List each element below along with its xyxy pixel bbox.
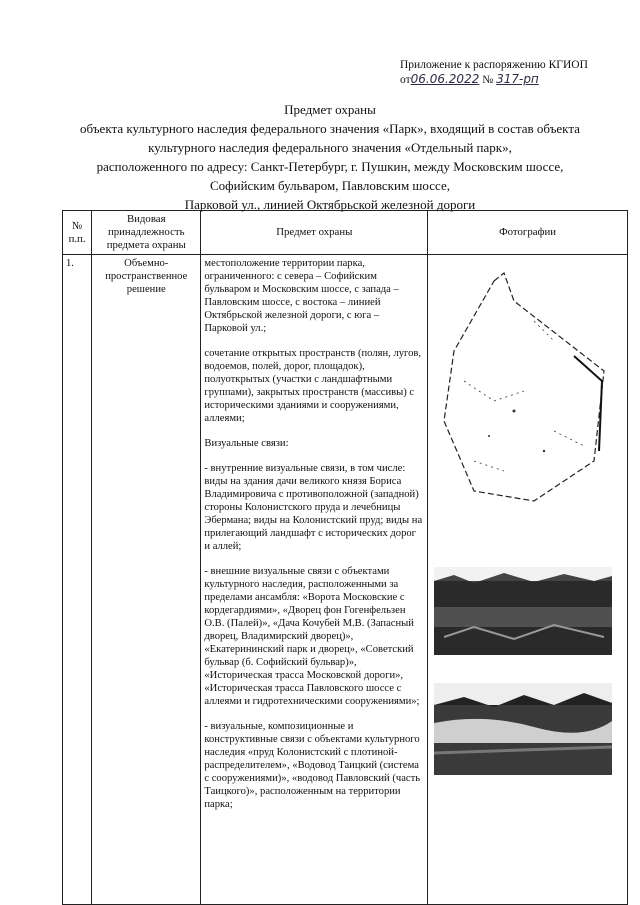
table-row bbox=[63, 255, 628, 905]
protection-table bbox=[62, 210, 628, 905]
row-kind: Объемно-пространственное решение bbox=[92, 255, 201, 905]
title-line: объекта культурного наследия федерального значения «Парк», входящий в состав объекта bbox=[80, 121, 580, 136]
title-line: Софийским бульваром, Павловским шоссе, bbox=[210, 178, 450, 193]
number-label: № bbox=[482, 74, 494, 86]
table-header-row bbox=[63, 211, 628, 255]
appendix-line: Приложение к распоряжению КГИОП bbox=[400, 59, 588, 71]
subject-paragraph: - внутренние визуальные связи, в том числе: виды на здания дачи великого князя Бориса Владимировича с противоположной (западной) стороны Колонистского пруда и лечебницы Эбермана; виды на Колонистский пруд; виды на прилегающий ландшафт с исторических дорог и аллей; bbox=[204, 463, 423, 552]
from-label: от bbox=[400, 74, 411, 86]
appendix-number: 317-рп bbox=[496, 72, 539, 86]
subject-paragraph: Визуальные связи: bbox=[204, 438, 289, 449]
title-line: Предмет охраны bbox=[284, 102, 376, 117]
row-num: 1. bbox=[63, 255, 92, 905]
appendix-header bbox=[400, 58, 620, 87]
title-line: культурного наследия федерального значения «Отдельный парк», bbox=[148, 140, 512, 155]
subject-paragraph: сочетание открытых пространств (полян, лугов, водоемов, полей, дорог, площадок), полуоткрытых (участки с ландшафтными группами), закрытых пространств (массивы) с историческими зданиями и сооружениями, аллеями; bbox=[204, 348, 422, 424]
subject-paragraph: - визуальные, композиционные и конструктивные связи с объектами культурного наследия «пруд Колонистский с плотиной-распределителем», «Водовод Таицкий (система с сооружениями)», «водовод Павловский (часть Таицкого)», расположенным на территории парка; bbox=[204, 721, 421, 810]
header-subject: Предмет охраны bbox=[201, 211, 428, 255]
header-photos: Фотографии bbox=[428, 211, 628, 255]
appendix-date-line bbox=[400, 72, 620, 87]
header-num: № п.п. bbox=[63, 211, 92, 255]
row-subject bbox=[201, 255, 428, 905]
subject-paragraph: - внешние визуальные связи с объектами культурного наследия, расположенными за пределами ансамбля: «Ворота Московские с кордегардиями», «Дворец фон Гогенфельзен О.В. (Палей)», «Дача Кочубей М.В. (Запасный дворец, Владимирский дворец)», «Екатерининский парк и дворец», «Советский бульвар (б. Софийский бульвар)», «Историческая трасса Московской дороги», «Историческая трасса Павловского шоссе с аллеями и гидротехническими сооружениями»; bbox=[204, 566, 420, 707]
subject-paragraph: местоположение территории парка, ограниченного: с севера – Софийским бульваром и Московским шоссе, с запада – Павловским шоссе, с востока – линией Октябрьской железной дороги, с юга – Парковой ул.; bbox=[204, 258, 399, 334]
title-line: расположенного по адресу: Санкт-Петербург, г. Пушкин, между Московским шоссе, bbox=[96, 159, 564, 174]
row-photos bbox=[428, 255, 628, 905]
pond-photo bbox=[434, 683, 612, 775]
landscape-photo bbox=[434, 567, 612, 655]
header-kind: Видовая принадлежность предмета охраны bbox=[92, 211, 201, 255]
document-title bbox=[40, 100, 620, 214]
title-line: Парковой ул., линией Октябрьской железной дороги bbox=[184, 197, 476, 212]
park-boundary-map-image bbox=[434, 261, 612, 511]
appendix-date: 06.06.2022 bbox=[410, 72, 480, 86]
